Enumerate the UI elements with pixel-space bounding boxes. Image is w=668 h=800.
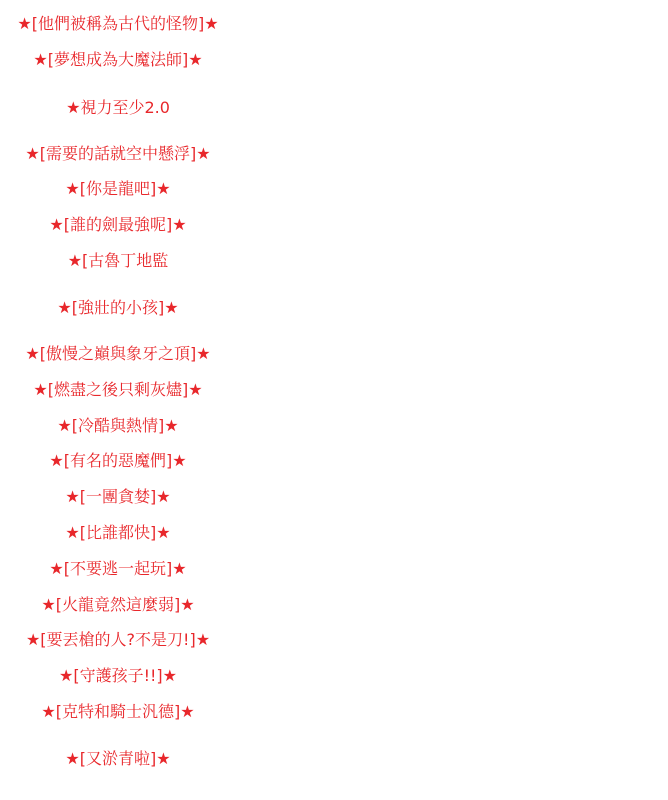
quest-link-strongest-sword[interactable]: ★[誰的劍最強呢]★: [49, 215, 187, 234]
quest-link-faster-than-anyone[interactable]: ★[比誰都快]★: [65, 523, 171, 542]
quest-link-play-together[interactable]: ★[不要逃一起玩]★: [49, 559, 187, 578]
quest-link-famous-demons[interactable]: ★[有名的惡魔們]★: [49, 451, 187, 470]
quest-link-levitation[interactable]: ★[需要的話就空中懸浮]★: [25, 144, 211, 163]
quest-link-pride-and-ivory[interactable]: ★[傲慢之巔與象牙之頂]★: [25, 344, 211, 363]
quest-link-strong-child[interactable]: ★[強壯的小孩]★: [57, 298, 179, 317]
quest-link-spear-thrower[interactable]: ★[要丟槍的人?不是刀!]★: [25, 630, 211, 649]
quest-link-kurt-and-knight[interactable]: ★[克特和騎士汎德]★: [41, 702, 195, 721]
quest-link-list: [0, 0, 236, 800]
quest-link-weak-fire-dragon[interactable]: ★[火龍竟然這麼弱]★: [41, 595, 195, 614]
quest-link-eyesight[interactable]: ★視力至少2.0: [66, 98, 170, 117]
quest-link-you-are-dragon[interactable]: ★[你是龍吧]★: [65, 179, 171, 198]
quest-link-ancient-monsters[interactable]: ★[他們被稱為古代的怪物]★: [17, 14, 219, 33]
quest-link-ashes[interactable]: ★[燃盡之後只剩灰燼]★: [33, 380, 203, 399]
quest-link-greed[interactable]: ★[一團貪婪]★: [65, 487, 171, 506]
quest-link-gludin-dungeon[interactable]: ★[古魯丁地監: [67, 251, 169, 270]
quest-link-protect-children[interactable]: ★[守護孩子!!]★: [58, 666, 177, 685]
quest-link-cold-and-passion[interactable]: ★[冷酷與熱情]★: [57, 416, 179, 435]
quest-link-bruised-again[interactable]: ★[又淤青啦]★: [65, 749, 171, 768]
quest-link-great-mage-dream[interactable]: ★[夢想成為大魔法師]★: [33, 50, 203, 69]
